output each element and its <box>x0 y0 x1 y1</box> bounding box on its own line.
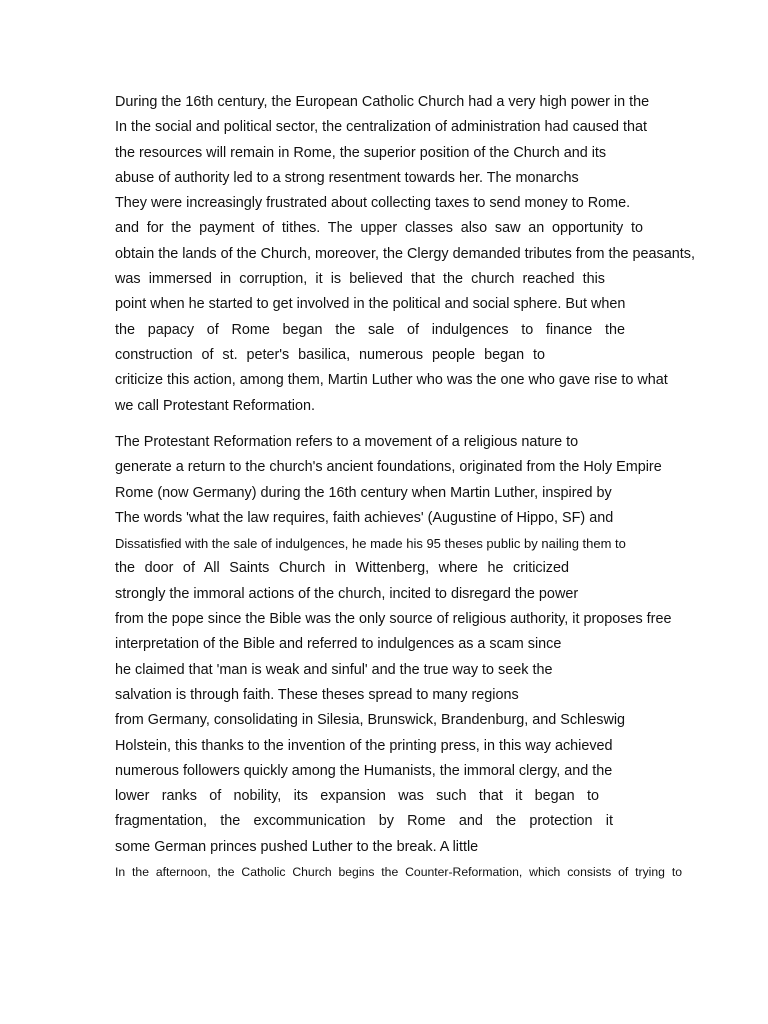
text-line: construction of st. peter's basilica, numerous people began to <box>115 346 545 363</box>
text-line: The words 'what the law requires, faith achieves' (Augustine of Hippo, SF) and <box>115 509 614 526</box>
text-line: strongly the immoral actions of the church, incited to disregard the power <box>115 585 579 602</box>
text-line: During the 16th century, the European Catholic Church had a very high power in the <box>115 94 650 110</box>
text-line: In the afternoon, the Catholic Church begins the Counter-Reformation, which consists of trying to <box>115 865 682 880</box>
text-line: fragmentation, the excommunication by Rome and the protection it <box>115 813 613 830</box>
text-line: was immersed in corruption, it is believed that the church reached this <box>115 271 605 288</box>
text-line: he claimed that 'man is weak and sinful' and the true way to seek the <box>115 661 553 678</box>
text-line: the papacy of Rome began the sale of indulgences to finance the <box>115 321 625 338</box>
text-line: salvation is through faith. These theses spread to many regions <box>115 686 519 703</box>
text-line: obtain the lands of the Church, moreover, the Clergy demanded tributes from the peasants, <box>115 245 695 262</box>
text-line: generate a return to the church's ancient foundations, originated from the Holy Empire <box>115 459 662 476</box>
text-line: Rome (now Germany) during the 16th century when Martin Luther, inspired by <box>115 484 612 501</box>
text-line: we call Protestant Reformation. <box>115 397 315 414</box>
text-line: They were increasingly frustrated about collecting taxes to send money to Rome. <box>115 195 631 212</box>
text-line: from the pope since the Bible was the only source of religious authority, it proposes free <box>115 611 672 628</box>
text-line: interpretation of the Bible and referred to indulgences as a scam since <box>115 636 562 653</box>
paragraph-2 <box>115 430 705 885</box>
text-line: criticize this action, among them, Martin Luther who was the one who gave rise to what <box>115 372 668 389</box>
text-line: from Germany, consolidating in Silesia, Brunswick, Brandenburg, and Schleswig <box>115 712 626 729</box>
text-line: and for the payment of tithes. The upper classes also saw an opportunity to <box>115 220 643 237</box>
text-line: Holstein, this thanks to the invention of the printing press, in this way achieved <box>115 737 613 754</box>
text-line: numerous followers quickly among the Humanists, the immoral clergy, and the <box>115 762 613 779</box>
paragraph-1 <box>115 90 705 419</box>
text-line: In the social and political sector, the centralization of administration had caused that <box>115 119 647 136</box>
text-line: Dissatisfied with the sale of indulgences, he made his 95 theses public by nailing them to <box>115 536 626 552</box>
text-line: abuse of authority led to a strong resentment towards her. The monarchs <box>115 169 579 186</box>
text-line: some German princes pushed Luther to the break. A little <box>115 838 479 855</box>
text-line: The Protestant Reformation refers to a movement of a religious nature to <box>115 434 579 450</box>
text-line: point when he started to get involved in the political and social sphere. But when <box>115 296 626 313</box>
text-line: the resources will remain in Rome, the superior position of the Church and its <box>115 144 607 161</box>
text-line: the door of All Saints Church in Wittenberg, where he criticized <box>115 560 569 577</box>
text-line: lower ranks of nobility, its expansion was such that it began to <box>115 788 599 805</box>
